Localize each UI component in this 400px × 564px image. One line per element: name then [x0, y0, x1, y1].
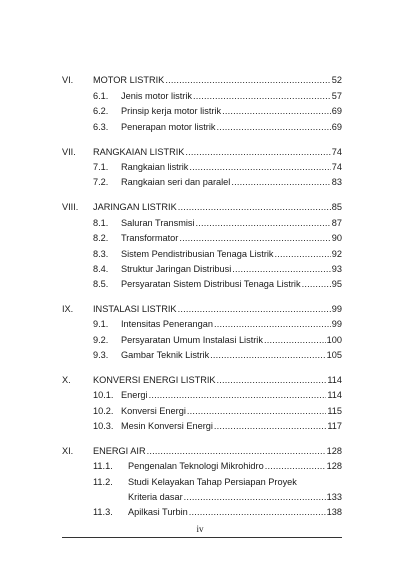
section-number: 11.1.: [93, 461, 113, 471]
leader-dots: [210, 348, 325, 362]
section-title: Apilkasi Turbin: [128, 507, 188, 517]
page-number: 128: [326, 461, 342, 471]
page-number: 133: [326, 492, 342, 502]
page-number: 114: [327, 390, 342, 400]
section-title: Pengenalan Teknologi Mikrohidro: [128, 461, 264, 471]
page-number: 93: [331, 264, 342, 274]
leader-dots: [189, 160, 330, 174]
page-number: 95: [331, 279, 342, 289]
section-number: 8.3.: [93, 249, 109, 259]
leader-dots: [222, 104, 331, 118]
section-title: Rangkaian seri dan paralel: [121, 177, 231, 187]
chapter-number: IX.: [62, 304, 74, 314]
leader-dots: [179, 231, 330, 245]
leader-dots: [264, 333, 326, 347]
page-number: 117: [327, 421, 342, 431]
page-number: 92: [331, 249, 342, 259]
section-number: 7.1.: [93, 162, 109, 172]
page-number: 87: [331, 218, 342, 228]
section-title: Studi Kelayakan Tahap Persiapan Proyek: [128, 477, 297, 487]
section-title: Prinsip kerja motor listrik: [121, 106, 222, 116]
section-title: Transformator: [121, 233, 179, 243]
section-number: 11.2.: [93, 477, 113, 487]
chapter-title: RANGKAIAN LISTRIK: [93, 147, 185, 157]
section-title: Mesin Konversi Energi: [121, 421, 213, 431]
section-title: Gambar Teknik Listrik: [121, 350, 210, 360]
section-number: 9.1.: [93, 319, 109, 329]
chapter-title: MOTOR LISTRIK: [93, 75, 165, 85]
section-title: Konversi Energi: [121, 406, 186, 416]
footer-rule: [62, 537, 342, 538]
section-number: 10.1.: [93, 390, 114, 400]
leader-dots: [147, 444, 326, 458]
chapter-title: ENERGI AIR: [93, 446, 146, 456]
leader-dots: [217, 373, 327, 387]
page-number: 74: [331, 147, 342, 157]
chapter-title: JARINGAN LISTRIK: [93, 202, 177, 212]
section-title: Struktur Jaringan Distribusi: [121, 264, 232, 274]
leader-dots: [178, 200, 331, 214]
section-number: 8.1.: [93, 218, 109, 228]
page-number: 114: [327, 375, 342, 385]
page-number: 74: [331, 162, 342, 172]
leader-dots: [265, 459, 326, 473]
section-number: 8.4.: [93, 264, 109, 274]
chapter-title: INSTALASI LISTRIK: [93, 304, 177, 314]
page-number: 138: [326, 507, 342, 517]
page-number: 57: [331, 91, 342, 101]
page-number: 69: [331, 122, 342, 132]
leader-dots: [232, 262, 330, 276]
section-number: 7.2.: [93, 177, 109, 187]
section-title: Rangkaian listrik: [121, 162, 189, 172]
leader-dots: [149, 388, 327, 402]
footer-page-number: iv: [196, 524, 204, 534]
leader-dots: [231, 175, 330, 189]
page-number: 52: [331, 75, 342, 85]
page-number: 115: [327, 406, 342, 416]
section-title-continuation: Kriteria dasar: [128, 492, 183, 502]
section-title: Saluran Transmisi: [121, 218, 195, 228]
page-number: 85: [331, 202, 342, 212]
page-number: 128: [326, 446, 342, 456]
page-number: 99: [331, 304, 342, 314]
page-number: 83: [331, 177, 342, 187]
chapter-number: VI.: [62, 75, 74, 85]
section-number: 6.3.: [93, 122, 109, 132]
chapter-title: KONVERSI ENERGI LISTRIK: [93, 375, 216, 385]
leader-dots: [196, 216, 331, 230]
section-number: 8.5.: [93, 279, 109, 289]
leader-dots: [165, 73, 330, 87]
section-number: 10.3.: [93, 421, 114, 431]
leader-dots: [185, 145, 330, 159]
leader-dots: [193, 89, 331, 103]
page-number: 105: [326, 350, 342, 360]
section-number: 6.2.: [93, 106, 109, 116]
section-title: Penerapan motor listrik: [121, 122, 216, 132]
section-number: 10.2.: [93, 406, 114, 416]
page-number: 99: [331, 319, 342, 329]
section-number: 11.3.: [93, 507, 113, 517]
leader-dots: [214, 317, 331, 331]
section-title: Intensitas Penerangan: [121, 319, 213, 329]
page-number: 90: [331, 233, 342, 243]
section-number: 6.1.: [93, 91, 109, 101]
section-title: Persyaratan Umum Instalasi Listrik: [121, 335, 263, 345]
chapter-number: VIII.: [62, 202, 79, 212]
section-title: Sistem Pendistribusian Tenaga Listrik: [121, 249, 274, 259]
leader-dots: [178, 302, 331, 316]
page-number: 69: [331, 106, 342, 116]
leader-dots: [184, 490, 326, 504]
page-number: 100: [326, 335, 342, 345]
section-number: 8.2.: [93, 233, 109, 243]
leader-dots: [187, 404, 326, 418]
leader-dots: [302, 277, 331, 291]
leader-dots: [214, 419, 326, 433]
chapter-number: X.: [62, 375, 71, 385]
section-number: 9.2.: [93, 335, 109, 345]
section-title: Energi: [121, 390, 148, 400]
chapter-number: VII.: [62, 147, 76, 157]
leader-dots: [216, 120, 330, 134]
section-title: Jenis motor listrik: [121, 91, 192, 101]
chapter-number: XI.: [62, 446, 74, 456]
section-number: 9.3.: [93, 350, 109, 360]
leader-dots: [275, 247, 331, 261]
leader-dots: [189, 505, 326, 519]
section-title: Persyaratan Sistem Distribusi Tenaga Listrik: [121, 279, 301, 289]
